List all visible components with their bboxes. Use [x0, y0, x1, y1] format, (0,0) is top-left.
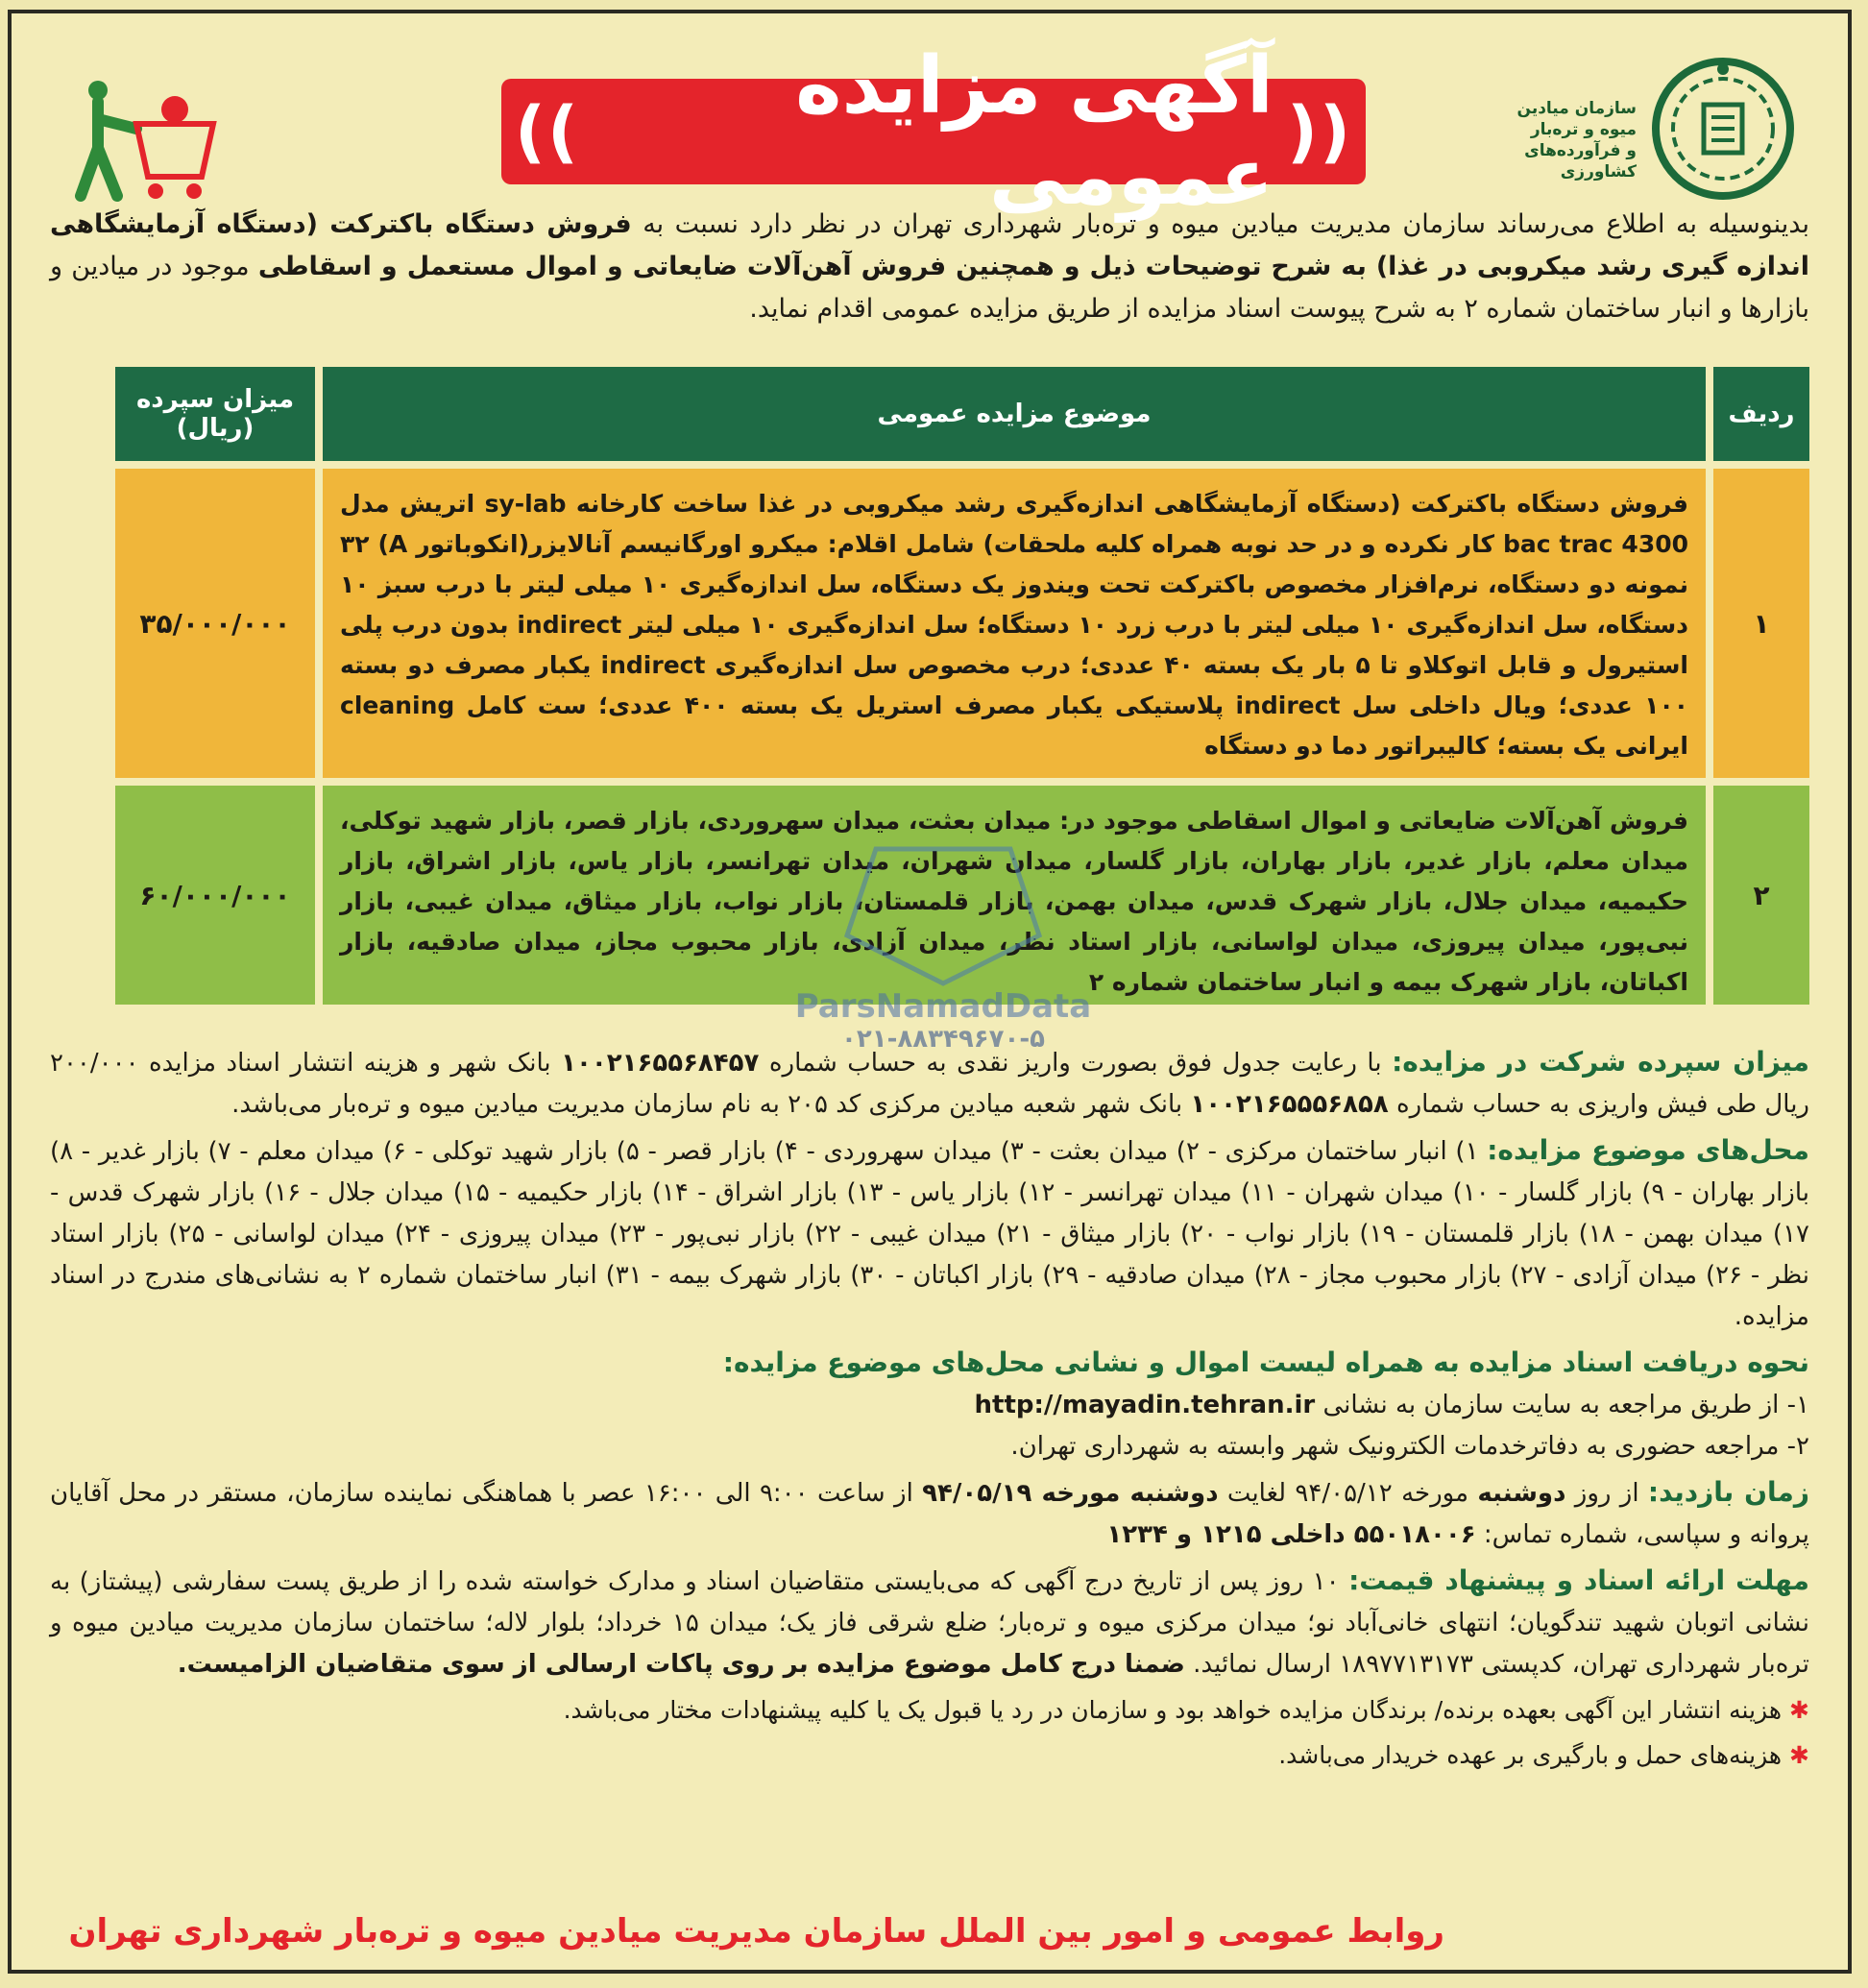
shopping-cart-logo-icon — [69, 71, 223, 225]
deadline-heading: مهلت ارائه اسناد و پیشنهاد قیمت: — [1348, 1564, 1809, 1596]
asterisk-icon: ✱ — [1789, 1741, 1809, 1769]
footer-signature: روابط عمومی و امور بین الملل سازمان مدیریت میادین میوه و تره‌بار شهرداری تهران — [68, 1912, 1444, 1951]
visit-section: زمان بازدید: از روز دوشنبه مورخه ۹۴/۰۵/۱۲ لغایت دوشنبه مورخه ۹۴/۰۵/۱۹ از ساعت ۹:۰۰ الی ۱۶:۰۰ عصر با هماهنگی نماینده سازمان، مستقر در محل آقایان پروانه و سپاسی، شماره تماس: ۵۵۰۱۸۰۰۶ داخلی ۱۲۱۵ و ۱۲۳۴ — [50, 1476, 1809, 1549]
watermark-phone: ۰۲۱-۸۸۳۴۹۶۷۰-۵ — [840, 1025, 1046, 1051]
asterisk-icon: ✱ — [1789, 1696, 1809, 1724]
tehran-municipality-logo-icon — [1646, 52, 1800, 206]
org-name-line: میوه و تره‌بار — [1530, 120, 1637, 139]
watermark-logo-icon — [761, 820, 1126, 1051]
org-name-line: و فرآورده‌های — [1524, 141, 1637, 160]
account-number: ۱۰۰۲۱۶۵۵۶۸۴۵۷ — [561, 1049, 760, 1078]
org-name-line: کشاورزی — [1560, 162, 1637, 182]
page-title: آگهی مزایده عمومی — [795, 40, 1274, 223]
title-banner: (( آگهی مزایده عمومی )) — [501, 79, 1366, 184]
watermark-text: ParsNamadData — [794, 987, 1092, 1026]
deposit-section: میزان سپرده شرکت در مزایده: با رعایت جدول فوق بصورت واریز نقدی به حساب شماره ۱۰۰۲۱۶۵۵۶۸۴۵۷ بانک شهر و هزینه انتشار اسناد مزایده ۲۰۰/۰۰۰ ریال طی فیش واریزی به حساب شماره ۱۰۰۲۱۶۵۵۵۶۸۵۸ بانک شهر شعبه میادین مرکزی کد ۲۰۵ به نام سازمان مدیریت میادین میوه و تره‌بار می‌باشد. — [50, 1046, 1809, 1119]
header-deposit: میزان سپرده (ریال) — [115, 367, 315, 461]
account-number: ۱۰۰۲۱۶۵۵۵۶۸۵۸ — [1190, 1090, 1389, 1119]
intro-bold-subject: فروش دستگاه باکترکت (دستگاه آزمایشگاهی اندازه گیری رشد میکروبی در غذا) به شرح توضیحات ذیل و همچنین فروش آهن‌آلات ضایعاتی و اموال مستعمل و اسقاطی — [50, 209, 1809, 281]
note-item: ✱هزینه‌های حمل و بارگیری بر عهده خریدار می‌باشد. — [1278, 1741, 1809, 1769]
table-row — [86, 469, 1809, 778]
note-item: ✱هزینه انتشار این آگهی بعهده برنده/ برندگان مزایده خواهد بود و سازمان در رد یا قبول یک یا کلیه پیشنهادات مختار می‌باشد. — [563, 1696, 1809, 1724]
deposit-heading: میزان سپرده شرکت در مزایده: — [1392, 1046, 1809, 1078]
header-subject: موضوع مزایده عمومی — [323, 367, 1706, 461]
website-link[interactable]: http://mayadin.tehran.ir — [974, 1391, 1316, 1419]
org-name-line: سازمان میادین — [1516, 99, 1637, 118]
locations-section: محل‌های موضوع مزایده: ۱) انبار ساختمان مرکزی - ۲) میدان بعثت - ۳) میدان سهروردی - ۴) بازار قصر - ۵) بازار شهید توکلی - ۶) میدان معلم - ۷) بازار غدیر - ۸) بازار بهاران - ۹) بازار گلسار - ۱۰) میدان شهران - ۱۱) میدان تهرانسر - ۱۲) بازار یاس - ۱۳) بازار اشراق - ۱۴) بازار حکیمیه - ۱۵) میدان جلال - ۱۶) بازار شهرک قدس - ۱۷) میدان بهمن - ۱۸) بازار قلمستان - ۱۹) بازار نواب - ۲۰) بازار میثاق - ۲۱) میدان غیبی - ۲۲) بازار نبی‌پور - ۲۳) میدان پیروزی - ۲۴) میدان لواسانی - ۲۵) بازار استاد نظر - ۲۶) میدان آزادی - ۲۷) بازار محبوب مجاز - ۲۸) میدان صادقیه - ۲۹) بازار اکباتان - ۳۰) بازار شهرک بیمه - ۳۱) انبار ساختمان شماره ۲ به نشانی‌های مندرج در اسناد مزایده. — [50, 1134, 1810, 1331]
org-name — [1502, 98, 1637, 182]
docs-section: نحوه دریافت اسناد مزایده به همراه لیست اموال و نشانی محل‌های موضوع مزایده: ۱- از طریق مراجعه به سایت سازمان به نشانی http://mayadin.tehran.ir ۲- مراجعه حضوری به دفاترخدمات الکترونیک شهر وابسته به شهرداری تهران. — [722, 1346, 1809, 1461]
deadline-section: مهلت ارائه اسناد و پیشنهاد قیمت: ۱۰ روز پس از تاریخ درج آگهی که می‌بایستی متقاضیان اسناد و مدارک خواسته شده را از طریق پست سفارشی (پیشتاز) به نشانی اتوبان شهید تندگویان؛ انتهای خانی‌آباد نو؛ میدان مرکزی میوه و تره‌بار؛ ضلع شرقی فاز یک؛ میدان ۱۵ خرداد؛ بلوار لاله؛ ساختمان سازمان مدیریت میادین میوه و تره‌بار شهرداری تهران، کدپستی ۱۸۹۷۷۱۳۱۷۳ ارسال نمائید. ضمنا درج کامل موضوع مزایده بر روی پاکات ارسالی از سوی متقاضیان الزامیست. — [50, 1564, 1809, 1679]
contact-phone: ۵۵۰۱۸۰۰۶ داخلی ۱۲۱۵ و ۱۲۳۴ — [1106, 1520, 1476, 1549]
row-radif: ۱ — [1713, 469, 1809, 778]
advertisement-page — [8, 10, 1852, 1974]
table-header-row — [86, 367, 1809, 461]
row-deposit: ۳۵/۰۰۰/۰۰۰ — [115, 469, 315, 778]
row-deposit: ۶۰/۰۰۰/۰۰۰ — [115, 786, 315, 1005]
row-radif: ۲ — [1713, 786, 1809, 1005]
row-subject: فروش آهن‌آلات ضایعاتی و اموال اسقاطی موجود در: میدان بعثت، میدان سهروردی، بازار قصر، بازار شهید توکلی، میدان معلم، بازار غدیر، بازار بهاران، بازار گلسار، میدان شهران، میدان تهرانسر، بازار یاس، بازار اشراق، بازار حکیمیه، میدان جلال، بازار شهرک قدس، میدان بهمن، بازار قلمستان، بازار نواب، بازار میثاق، میدان غیبی، بازار نبی‌پور، میدان پیروزی، میدان لواسانی، بازار استاد نظر، میدان آزادی، بازار محبوب مجاز، میدان صادقیه، بازار اکباتان، بازار شهرک بیمه و انبار ساختمان شماره ۲ — [323, 786, 1706, 1005]
visit-heading: زمان بازدید: — [1647, 1476, 1809, 1508]
row-subject: فروش دستگاه باکترکت (دستگاه آزمایشگاهی اندازه‌گیری رشد میکروبی در غذا ساخت کارخانه sy-lab اتریش مدل bac trac 4300 کار نکرده و در حد نوبه همراه کلیه ملحقات) شامل اقلام: میکرو اورگانیسم آنالایزر(انکوباتور A) ۳۲ نمونه دو دستگاه، نرم‌افزار مخصوص باکترکت تحت ویندوز یک دستگاه، سل اندازه‌گیری ۱۰ میلی لیتر با درب سبز ۱۰ دستگاه، سل اندازه‌گیری ۱۰ میلی لیتر با درب زرد ۱۰ دستگاه؛ سل اندازه‌گیری ۱۰ میلی لیتر indirect بدون درب پلی استیرول و قابل اتوکلاو تا ۵ بار یک بسته ۴۰ عددی؛ درب مخصوص سل اندازه‌گیری indirect یکبار مصرف دو بسته ۱۰۰ عددی؛ ویال داخلی سل indirect پلاستیکی یکبار مصرف استریل یک بسته ۴۰۰ عددی؛ ست کامل cleaning ایرانی یک بسته؛ کالیبراتور دما دو دستگاه — [323, 469, 1706, 778]
intro-paragraph: بدینوسیله به اطلاع می‌رساند سازمان مدیریت میادین میوه و تره‌بار شهرداری تهران در نظر دارد نسبت به فروش دستگاه باکترکت (دستگاه آزمایشگاهی اندازه گیری رشد میکروبی در غذا) به شرح توضیحات ذیل و همچنین فروش آهن‌آلات ضایعاتی و اموال مستعمل و اسقاطی موجود در میادین و بازارها و انبار ساختمان شماره ۲ به شرح پیوست اسناد مزایده از طریق مزایده عمومی اقدام نماید. — [50, 209, 1809, 324]
docs-heading: نحوه دریافت اسناد مزایده به همراه لیست اموال و نشانی محل‌های موضوع مزایده: — [722, 1346, 1809, 1378]
header-radif: ردیف — [1713, 367, 1809, 461]
auction-details — [50, 1041, 1809, 1780]
header — [12, 40, 1848, 223]
locations-heading: محل‌های موضوع مزایده: — [1487, 1134, 1810, 1166]
